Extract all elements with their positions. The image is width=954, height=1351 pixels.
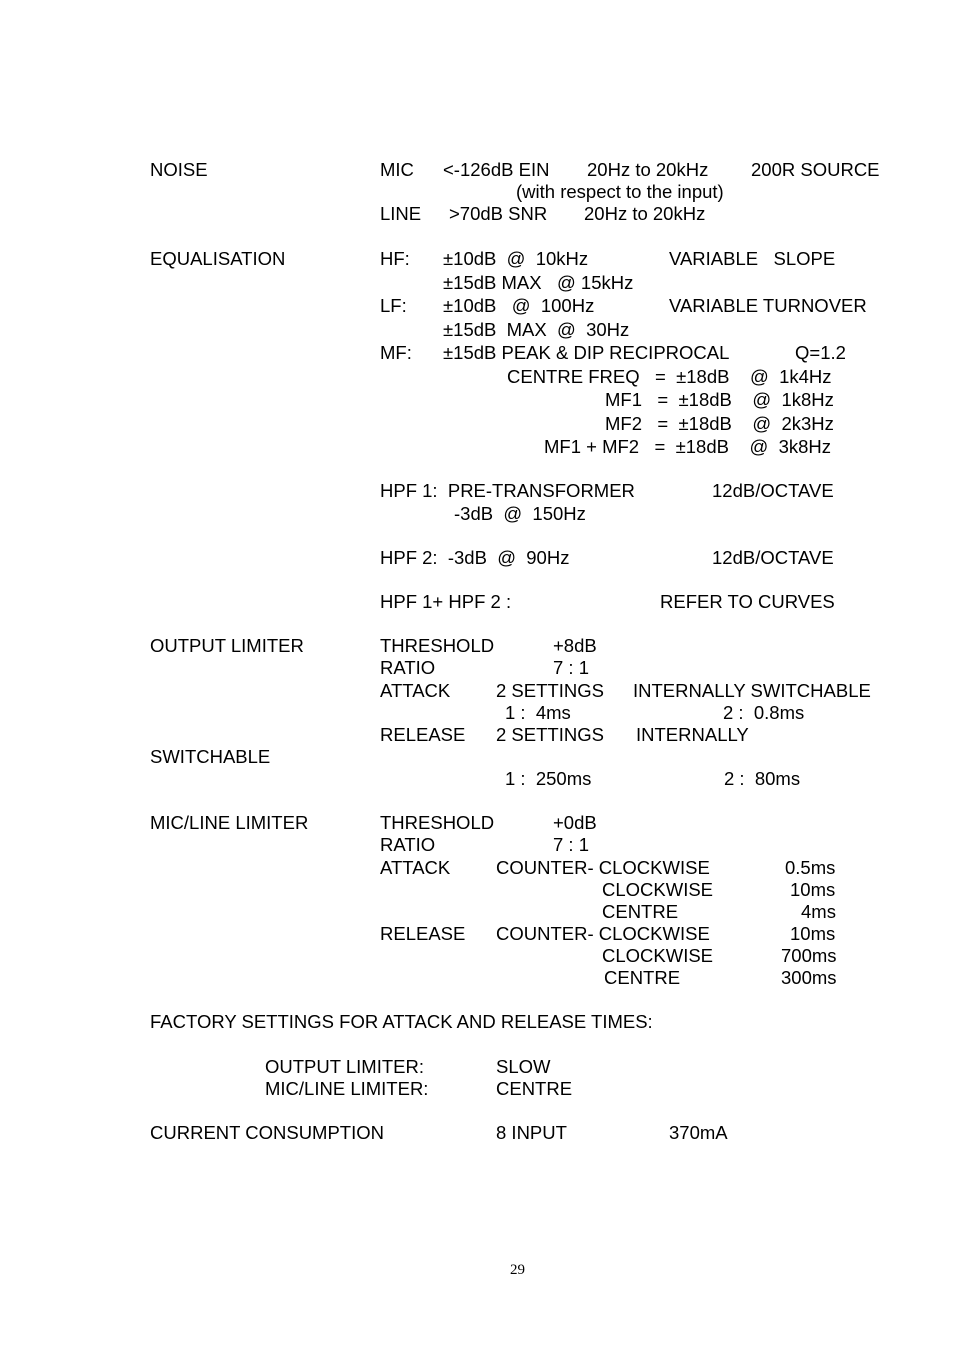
spec-text: MIC/LINE LIMITER — [150, 812, 309, 833]
spec-text: Q=1.2 — [795, 342, 846, 363]
spec-text: +0dB — [553, 812, 597, 833]
spec-text: LINE — [380, 203, 422, 224]
spec-text: ±15dB MAX @ 30Hz — [443, 319, 630, 340]
spec-text: 0.5ms — [785, 857, 836, 878]
spec-text: CENTRE — [496, 1078, 573, 1099]
spec-text: HPF 1+ HPF 2 : — [380, 591, 512, 612]
spec-text: CLOCKWISE — [602, 879, 714, 900]
spec-text: 1 : 4ms — [505, 702, 571, 723]
spec-text: 300ms — [781, 967, 837, 988]
spec-text: HF: — [380, 248, 410, 269]
spec-text: >70dB SNR — [449, 203, 548, 224]
spec-text: EQUALISATION — [150, 248, 286, 269]
spec-text: ATTACK — [380, 680, 451, 701]
spec-text: LF: — [380, 295, 407, 316]
spec-text: 10ms — [790, 879, 836, 900]
spec-text: CENTRE FREQ = ±18dB @ 1k4Hz — [507, 366, 832, 387]
spec-text: OUTPUT LIMITER: — [265, 1056, 424, 1077]
page-number: 29 — [510, 1262, 525, 1278]
spec-text: MIC — [380, 159, 414, 180]
spec-text: -3dB @ 150Hz — [454, 503, 586, 524]
spec-text: ±10dB @ 100Hz — [443, 295, 595, 316]
spec-text: 1 : 250ms — [505, 768, 592, 789]
spec-text: (with respect to the input) — [516, 181, 724, 202]
spec-text: CURRENT CONSUMPTION — [150, 1122, 384, 1143]
spec-text: MF: — [380, 342, 412, 363]
spec-text: <-126dB EIN — [443, 159, 550, 180]
spec-text: INTERNALLY — [636, 724, 749, 745]
spec-text: SLOW — [496, 1056, 551, 1077]
spec-text: 7 : 1 — [553, 834, 589, 855]
spec-text: MF1 + MF2 = ±18dB @ 3k8Hz — [544, 436, 832, 457]
spec-text: MF1 = ±18dB @ 1k8Hz — [605, 389, 834, 410]
spec-text: 700ms — [781, 945, 837, 966]
spec-text: SWITCHABLE — [150, 746, 271, 767]
spec-text: REFER TO CURVES — [660, 591, 835, 612]
spec-text: RATIO — [380, 657, 436, 678]
spec-text: HPF 1: PRE-TRANSFORMER — [380, 480, 635, 501]
spec-text: COUNTER- CLOCKWISE — [496, 923, 710, 944]
spec-text: 4ms — [801, 901, 836, 922]
spec-text: 12dB/OCTAVE — [712, 547, 834, 568]
spec-text: MF2 = ±18dB @ 2k3Hz — [605, 413, 834, 434]
spec-text: THRESHOLD — [380, 635, 495, 656]
spec-text: +8dB — [553, 635, 597, 656]
spec-text: 20Hz to 20kHz — [587, 159, 709, 180]
spec-text: ±10dB @ 10kHz — [443, 248, 589, 269]
spec-text: RATIO — [380, 834, 436, 855]
spec-text: 20Hz to 20kHz — [584, 203, 706, 224]
spec-text: 10ms — [790, 923, 836, 944]
spec-text: CENTRE — [604, 967, 681, 988]
spec-text: THRESHOLD — [380, 812, 495, 833]
spec-text: INTERNALLY SWITCHABLE — [633, 680, 871, 701]
spec-text: FACTORY SETTINGS FOR ATTACK AND RELEASE TIMES: — [150, 1011, 653, 1032]
spec-text: 2 SETTINGS — [496, 724, 604, 745]
spec-text: 2 : 80ms — [724, 768, 801, 789]
spec-text: 200R SOURCE — [751, 159, 880, 180]
spec-text: CLOCKWISE — [602, 945, 714, 966]
spec-text: VARIABLE TURNOVER — [669, 295, 867, 316]
spec-text: 370mA — [669, 1122, 728, 1143]
spec-text: ±15dB MAX @ 15kHz — [443, 272, 634, 293]
spec-text: CENTRE — [602, 901, 679, 922]
spec-text: MIC/LINE LIMITER: — [265, 1078, 429, 1099]
spec-text: 2 : 0.8ms — [723, 702, 805, 723]
spec-text: NOISE — [150, 159, 208, 180]
spec-text: 2 SETTINGS — [496, 680, 604, 701]
spec-text: VARIABLE SLOPE — [669, 248, 836, 269]
spec-text: OUTPUT LIMITER — [150, 635, 304, 656]
spec-text: 7 : 1 — [553, 657, 589, 678]
spec-text: HPF 2: -3dB @ 90Hz — [380, 547, 570, 568]
spec-text: RELEASE — [380, 724, 466, 745]
spec-text: 8 INPUT — [496, 1122, 567, 1143]
spec-text: ±15dB PEAK & DIP RECIPROCAL — [443, 342, 730, 363]
spec-text: RELEASE — [380, 923, 466, 944]
spec-text: COUNTER- CLOCKWISE — [496, 857, 710, 878]
spec-text: 12dB/OCTAVE — [712, 480, 834, 501]
spec-text: ATTACK — [380, 857, 451, 878]
